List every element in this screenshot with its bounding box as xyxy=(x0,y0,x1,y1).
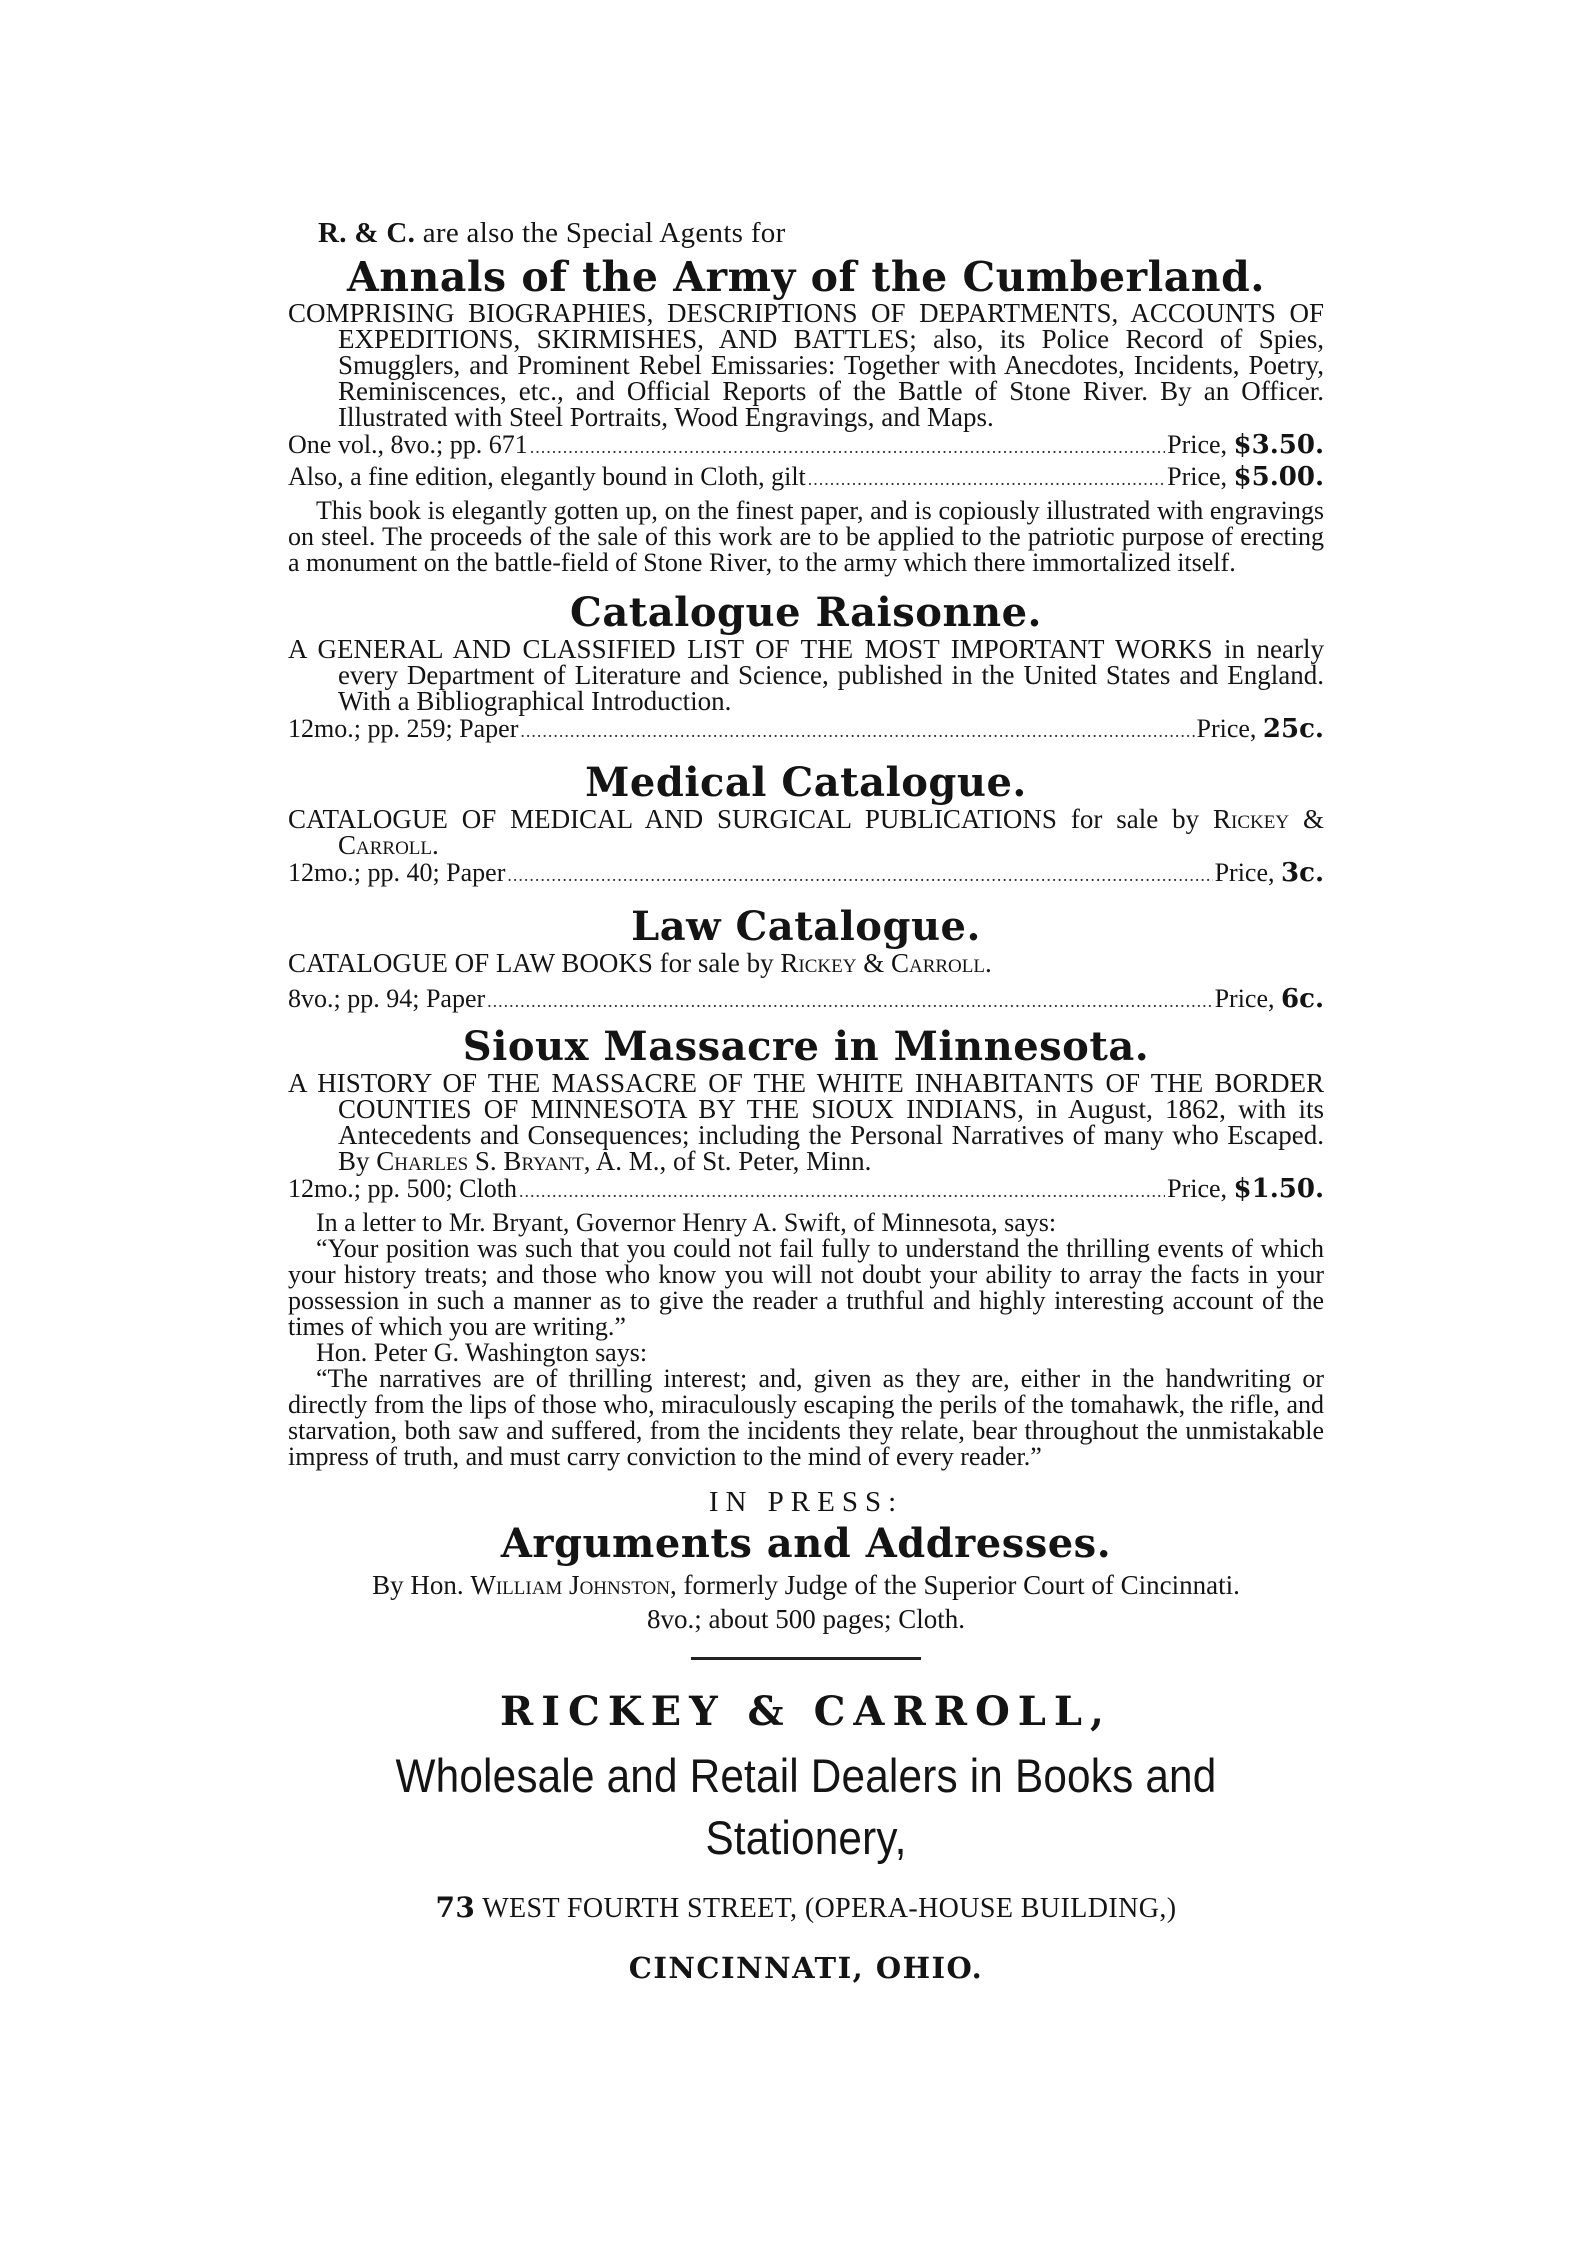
sioux-price-line xyxy=(288,1174,1324,1206)
raisonne-title: Catalogue Raisonne. xyxy=(570,589,1042,636)
leader-dots xyxy=(520,717,1194,746)
leader-dots xyxy=(808,465,1165,494)
medical-price-line xyxy=(288,858,1324,890)
medical-price xyxy=(1215,858,1324,888)
washington-intro: Hon. Peter G. Washington says: xyxy=(316,1338,648,1367)
leader-dots xyxy=(507,861,1212,890)
arguments-by: By Hon. xyxy=(372,1570,471,1600)
price-prefix: Price, xyxy=(1167,430,1234,459)
price-prefix: Price, xyxy=(1167,462,1234,491)
sioux-title: Sioux Massacre in Minnesota. xyxy=(462,1023,1150,1070)
medical-description-text: CATALOGUE OF MEDICAL AND SURGICAL PUBLICATIONS for sale by xyxy=(288,804,1214,834)
leader-dots xyxy=(519,1177,1165,1206)
raisonne-price xyxy=(1197,714,1325,744)
sioux-author: Charles S. Bryant xyxy=(376,1146,584,1176)
divider-rule xyxy=(691,1657,921,1660)
annals-price-2-amount: $5.00. xyxy=(1233,462,1324,492)
law-title: Law Catalogue. xyxy=(631,903,981,950)
firm-name: RICKEY & CARROLL, xyxy=(500,1688,1112,1735)
price-prefix: Price, xyxy=(1167,1174,1234,1203)
price-prefix: Price, xyxy=(1214,858,1282,887)
price-prefix: Price, xyxy=(1214,984,1282,1013)
sioux-description-start: A HISTORY OF THE MASSACRE OF THE WHITE INHABITANTS OF THE BORDER COUNTIES OF MINNESOTA BY THE SIOUX INDIANS, in August, 1862, with its Antecedents and Consequences; including the Personal Narratives of many who Escaped. By xyxy=(288,1068,1324,1176)
medical-title: Medical Catalogue. xyxy=(585,759,1027,806)
firm-address xyxy=(288,1891,1324,1925)
sioux-price-label: 12mo.; pp. 500; Cloth xyxy=(288,1174,517,1203)
agents-intro-firm: R. & C. xyxy=(318,217,416,249)
medical-price-label: 12mo.; pp. 40; Paper xyxy=(288,858,506,887)
medical-firm: Rickey & Carroll. xyxy=(338,804,1325,860)
annals-price-2-label: Also, a fine edition, elegantly bound in Cloth, gilt xyxy=(288,462,806,491)
address-number: 73 xyxy=(435,1891,476,1924)
medical-description xyxy=(288,806,1324,858)
raisonne-price-label: 12mo.; pp. 259; Paper xyxy=(288,714,519,743)
annals-price-2 xyxy=(1167,462,1324,492)
firm-city: CINCINNATI, OHIO. xyxy=(628,1951,984,1985)
page-column xyxy=(288,216,1324,1985)
leader-dots xyxy=(487,987,1212,1016)
leader-dots xyxy=(530,433,1165,462)
sioux-description-end: , A. M., of St. Peter, Minn. xyxy=(583,1146,872,1176)
law-description xyxy=(288,950,1324,976)
annals-title: Annals of the Army of the Cumberland. xyxy=(346,253,1266,301)
price-prefix: Price, xyxy=(1196,714,1263,743)
address-rest: WEST FOURTH STREET, (OPERA-HOUSE BUILDING,) xyxy=(475,1893,1177,1924)
annals-price-line-1 xyxy=(288,430,1324,462)
law-price-amount: 6c. xyxy=(1281,984,1324,1014)
arguments-title: Arguments and Addresses. xyxy=(500,1520,1112,1567)
law-price-label: 8vo.; pp. 94; Paper xyxy=(288,984,486,1013)
sioux-description xyxy=(288,1070,1324,1174)
annals-price-1-amount: $3.50. xyxy=(1233,430,1324,460)
firm-tagline: Wholesale and Retail Dealers in Books and Stationery, xyxy=(395,1749,1217,1864)
raisonne-description: A GENERAL AND CLASSIFIED LIST OF THE MOST IMPORTANT WORKS in nearly every Department of Literature and Science, published in the United States and England. With a Bibliographical Introduction. xyxy=(288,634,1324,716)
sioux-price-amount: $1.50. xyxy=(1233,1174,1324,1204)
annals-price-line-2 xyxy=(288,462,1324,494)
sioux-price xyxy=(1167,1174,1324,1204)
law-firm: Rickey & Carroll. xyxy=(780,948,992,978)
raisonne-price-amount: 25c. xyxy=(1262,714,1324,744)
annals-price-1-label: One vol., 8vo.; pp. 671 xyxy=(288,430,528,459)
in-press-label: IN PRESS: xyxy=(708,1486,904,1518)
law-price xyxy=(1215,984,1324,1014)
washington-quote: “The narratives are of thrilling interest; and, given as they are, either in the handwriting or directly from the lips of those who, miraculously escaping the perils of the tomahawk, the rifle, and starvation, both saw and suffered, from the incidents they relate, bear throughout the unmistakable impress of truth, and must carry conviction to the mind of every reader.” xyxy=(288,1364,1324,1471)
medical-price-amount: 3c. xyxy=(1281,858,1324,888)
annals-note: This book is elegantly gotten up, on the finest paper, and is copiously illustrated with engravings on steel. The proceeds of the sale of this work are to be applied to the patriotic purpose of erecting a monument on the battle-field of Stone River, to the army which there immortalized itself. xyxy=(288,496,1324,577)
swift-intro: In a letter to Mr. Bryant, Governor Henry A. Swift, of Minnesota, says: xyxy=(316,1208,1057,1237)
agents-intro xyxy=(318,216,1324,250)
arguments-details: 8vo.; about 500 pages; Cloth. xyxy=(647,1604,965,1634)
raisonne-price-line xyxy=(288,714,1324,746)
annals-description: COMPRISING BIOGRAPHIES, DESCRIPTIONS OF DEPARTMENTS, ACCOUNTS OF EXPEDITIONS, SKIRMISHES, AND BATTLES; also, its Police Record of Spies, Smugglers, and Prominent Rebel Emissaries: Together with Anecdotes, Incidents, Poetry, Reminiscences, etc., and Official Reports of the Battle of Stone River. By an Officer. Illustrated with Steel Portraits, Wood Engravings, and Maps. xyxy=(288,298,1324,432)
arguments-author: William Johnston xyxy=(470,1570,671,1600)
agents-intro-text: are also the Special Agents for xyxy=(415,217,786,249)
arguments-by-rest: , formerly Judge of the Superior Court of Cincinnati. xyxy=(670,1570,1240,1600)
law-price-line xyxy=(288,984,1324,1016)
arguments-byline xyxy=(288,1569,1324,1601)
annals-price-1 xyxy=(1167,430,1324,460)
swift-quote: “Your position was such that you could not fail fully to understand the thrilling events of which your history treats; and those who know you will not doubt your ability to array the facts in your possession in such a manner as to give the reader a truthful and highly interesting account of the times of which you are writing.” xyxy=(288,1234,1324,1341)
law-description-text: CATALOGUE OF LAW BOOKS for sale by xyxy=(288,948,781,978)
